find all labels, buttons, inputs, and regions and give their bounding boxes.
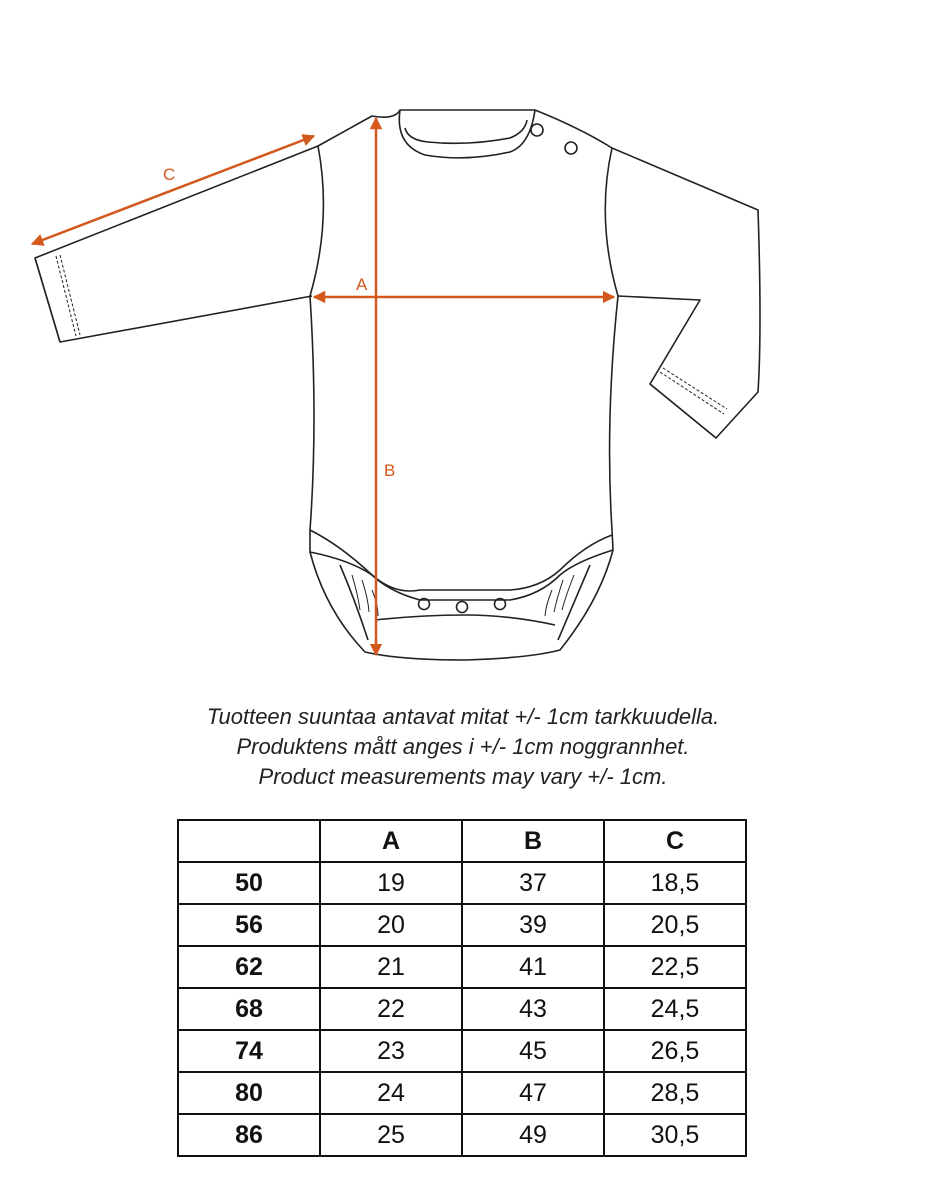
table-row	[178, 904, 746, 946]
value-c-cell: 24,5	[604, 988, 746, 1030]
value-a-cell: 19	[320, 862, 462, 904]
header-a: A	[320, 820, 462, 862]
value-c-cell: 30,5	[604, 1114, 746, 1156]
size-cell: 74	[178, 1030, 320, 1072]
size-cell: 62	[178, 946, 320, 988]
note-swedish: Produktens mått anges i +/- 1cm noggrannhet.	[236, 734, 690, 759]
value-b-cell: 41	[462, 946, 604, 988]
header-c: C	[604, 820, 746, 862]
table-row	[178, 946, 746, 988]
note-english: Product measurements may vary +/- 1cm.	[258, 764, 668, 789]
table-row	[178, 1072, 746, 1114]
value-b-cell: 47	[462, 1072, 604, 1114]
measure-arrow-c	[32, 136, 314, 244]
header-b: B	[462, 820, 604, 862]
size-cell: 80	[178, 1072, 320, 1114]
value-a-cell: 25	[320, 1114, 462, 1156]
value-a-cell: 23	[320, 1030, 462, 1072]
value-b-cell: 43	[462, 988, 604, 1030]
size-cell: 50	[178, 862, 320, 904]
value-a-cell: 22	[320, 988, 462, 1030]
size-cell: 56	[178, 904, 320, 946]
table-header-row	[178, 820, 746, 862]
value-c-cell: 22,5	[604, 946, 746, 988]
value-a-cell: 24	[320, 1072, 462, 1114]
table-row	[178, 1030, 746, 1072]
value-b-cell: 45	[462, 1030, 604, 1072]
label-b: B	[384, 461, 396, 480]
value-a-cell: 20	[320, 904, 462, 946]
label-c: C	[163, 165, 176, 184]
value-a-cell: 21	[320, 946, 462, 988]
size-cell: 68	[178, 988, 320, 1030]
table-row	[178, 988, 746, 1030]
value-c-cell: 28,5	[604, 1072, 746, 1114]
value-b-cell: 37	[462, 862, 604, 904]
table-row	[178, 862, 746, 904]
value-c-cell: 18,5	[604, 862, 746, 904]
value-b-cell: 49	[462, 1114, 604, 1156]
value-c-cell: 26,5	[604, 1030, 746, 1072]
label-a: A	[356, 275, 368, 294]
value-c-cell: 20,5	[604, 904, 746, 946]
size-cell: 86	[178, 1114, 320, 1156]
table-row	[178, 1114, 746, 1156]
value-b-cell: 39	[462, 904, 604, 946]
note-finnish: Tuotteen suuntaa antavat mitat +/- 1cm tarkkuudella.	[206, 704, 720, 729]
size-table	[177, 819, 747, 1157]
bodysuit-icon	[35, 110, 760, 660]
header-corner	[178, 820, 320, 862]
